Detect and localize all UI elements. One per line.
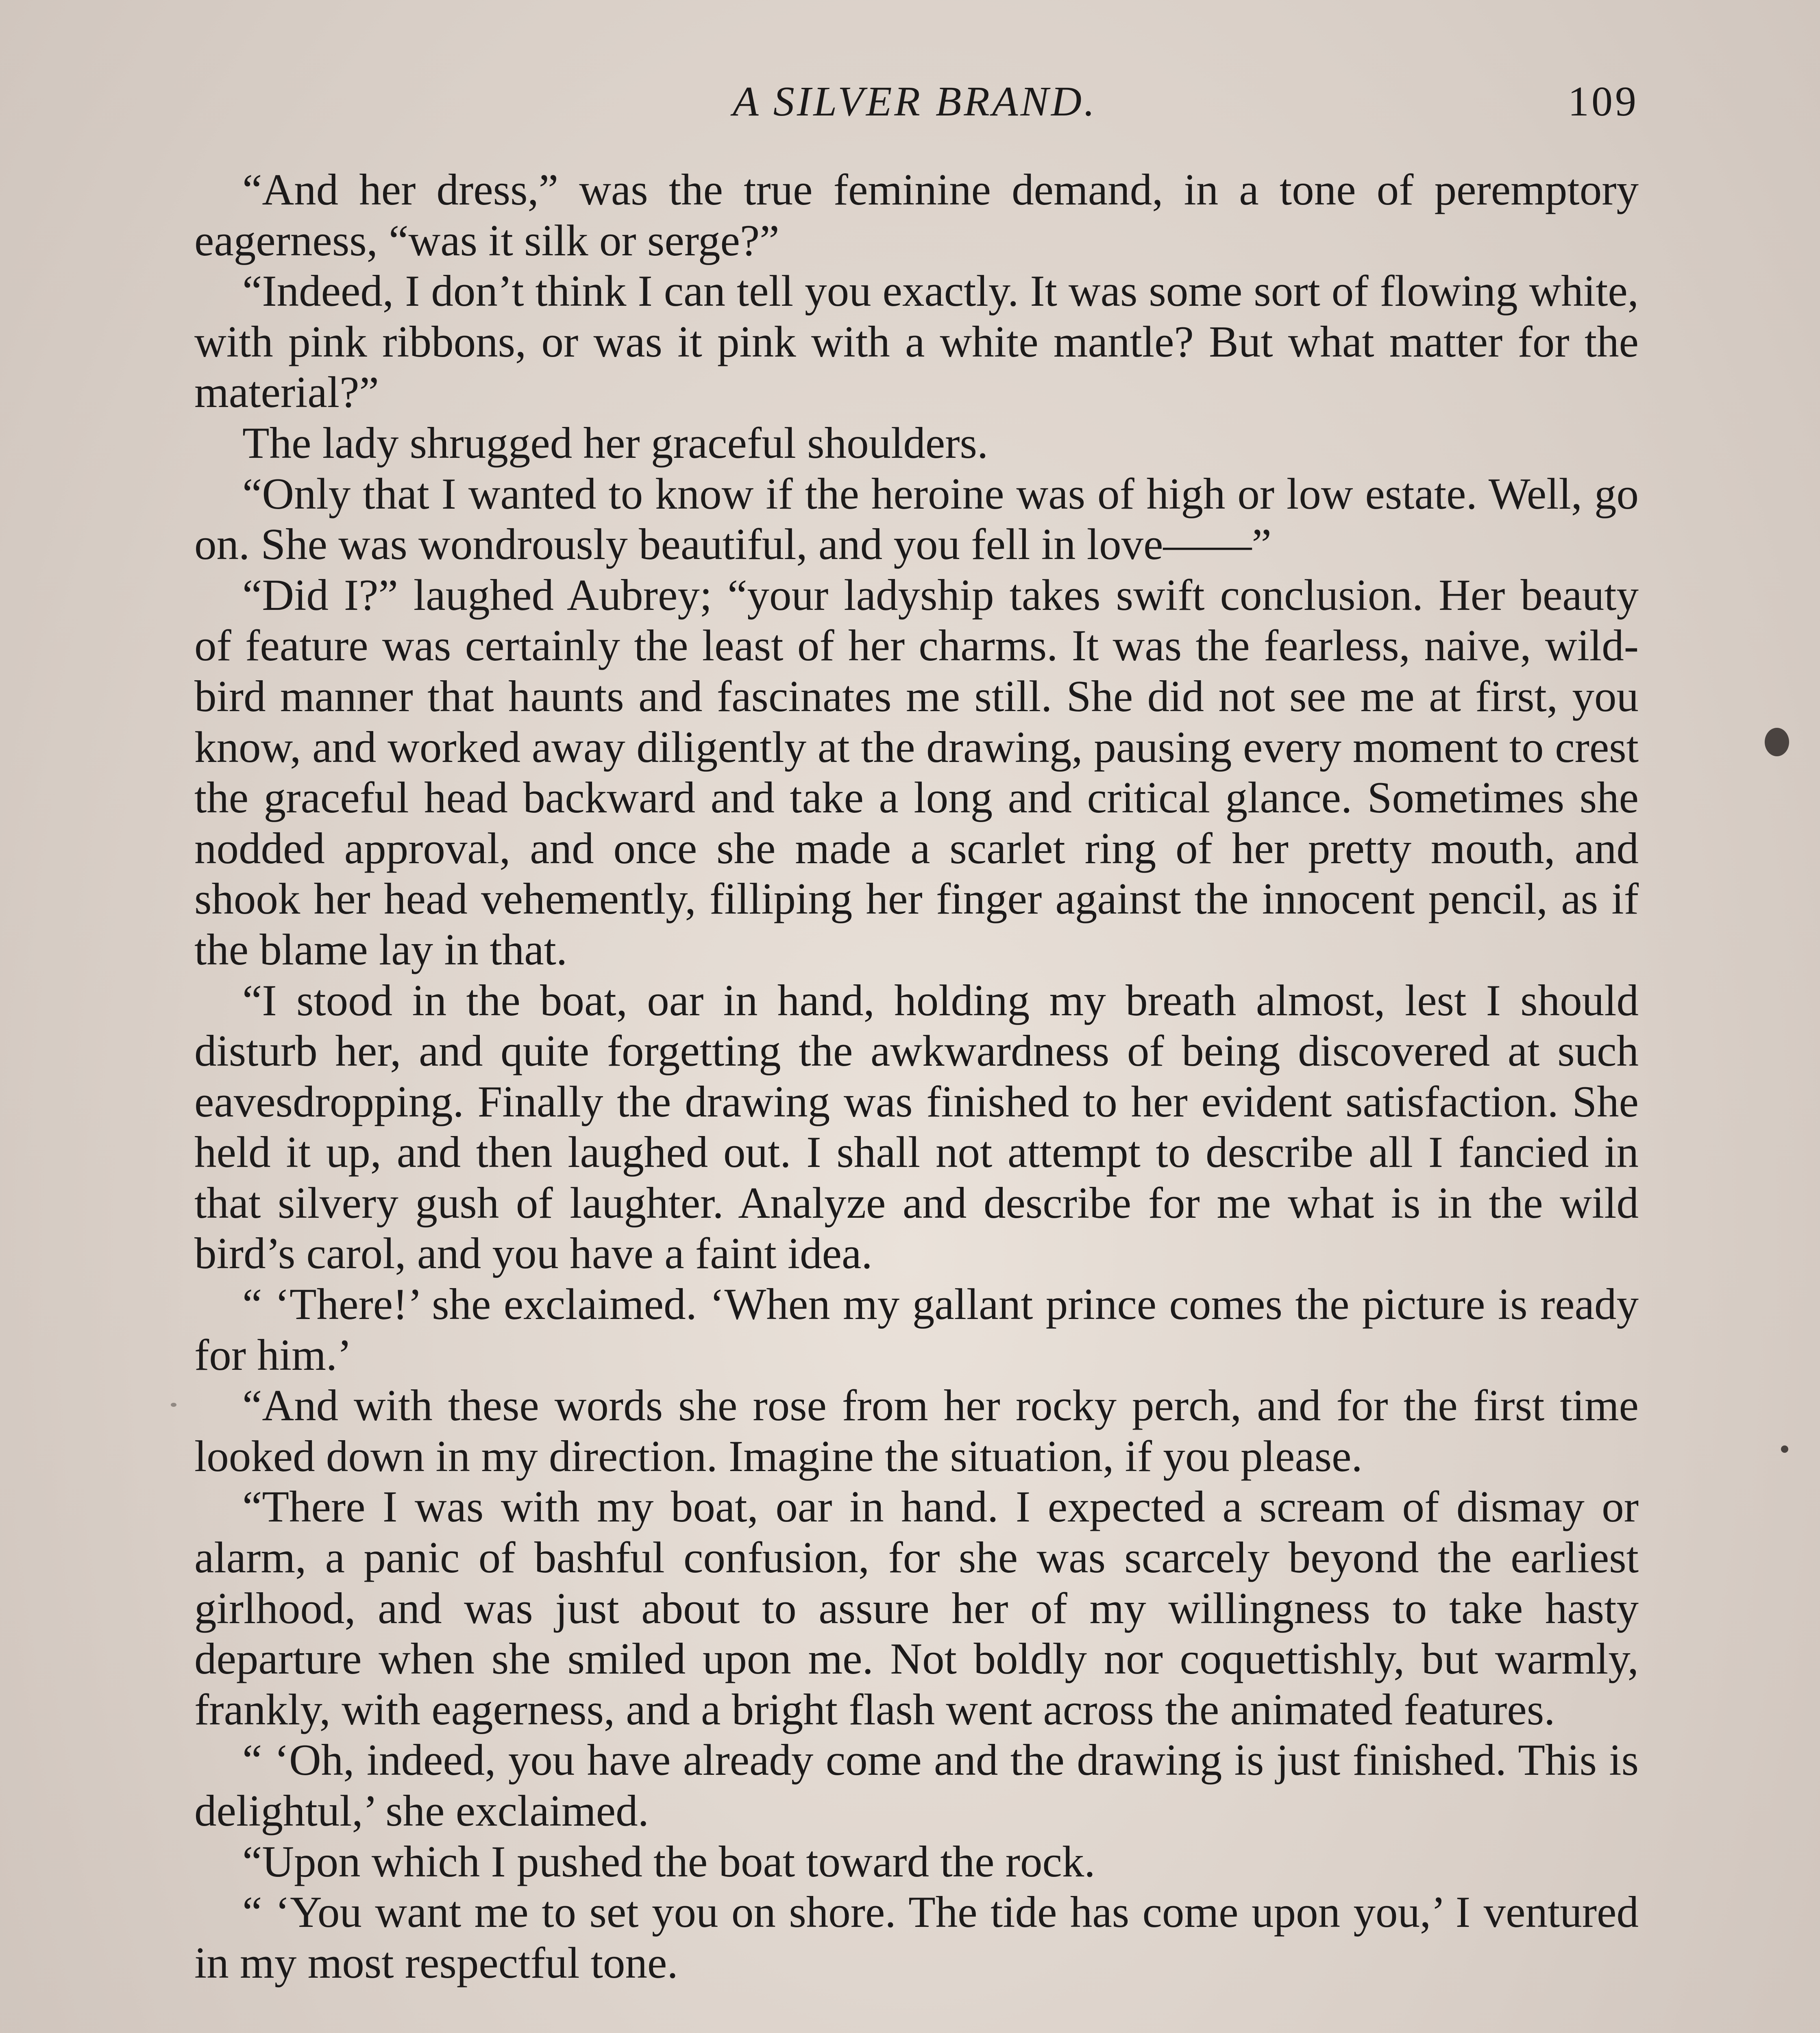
body-text bbox=[194, 165, 1639, 1988]
paragraph: “Upon which I pushed the boat toward the rock. bbox=[242, 1837, 1095, 1886]
paragraph: “And with these words she rose from her rocky perch, and for the first time looked down in my direction. Imagine the situation, if you please. bbox=[194, 1381, 1639, 1481]
paper-speck bbox=[1781, 1445, 1788, 1453]
paragraph: The lady shrugged her graceful shoulders. bbox=[242, 418, 988, 468]
page-number: 109 bbox=[1568, 78, 1639, 125]
paragraph: “Only that I wanted to know if the heroine was of high or low estate. Well, go on. She was wondrously beautiful, and you fell in love——” bbox=[194, 469, 1639, 569]
paragraph: “And her dress,” was the true feminine demand, in a tone of peremptory eagerness, “was it silk or serge?” bbox=[194, 165, 1639, 265]
paragraph: “Indeed, I don’t think I can tell you exactly. It was some sort of flowing white, with pink ribbons, or was it pink with a white mantle? But what matter for the material?” bbox=[194, 266, 1639, 417]
paper-speck bbox=[1765, 728, 1789, 756]
paper-speck bbox=[171, 1403, 176, 1407]
paragraph: “Did I?” laughed Aubrey; “your ladyship takes swift conclusion. Her beauty of feature was certainly the least of her charms. It was the fearless, naive, wild-bird manner that haunts and fascinates me still. She did not see me at first, you know, and worked away diligently at the drawing, pausing every moment to crest the graceful head backward and take a long and critical glance. Sometimes she nodded approval, and once she made a scarlet ring of her pretty mouth, and shook her head vehemently, filliping her finger against the innocent pencil, as if the blame lay in that. bbox=[194, 570, 1639, 974]
running-head bbox=[191, 77, 1639, 142]
paragraph: “I stood in the boat, oar in hand, holding my breath almost, lest I should disturb her, and quite forgetting the awkwardness of being discovered at such eavesdropping. Finally the drawing was finished to her evident satisfaction. She held it up, and then laughed out. I shall not attempt to describe all I fancied in that silvery gush of laughter. Analyze and describe for me what is in the wild bird’s carol, and you have a faint idea. bbox=[194, 975, 1639, 1278]
paragraph: “ ‘You want me to set you on shore. The tide has come upon you,’ I ventured in my most respectful tone. bbox=[194, 1887, 1639, 1987]
running-title: A SILVER BRAND. bbox=[733, 78, 1097, 125]
paragraph: “ ‘Oh, indeed, you have already come and the drawing is just finished. This is delightul,’ she exclaimed. bbox=[194, 1735, 1639, 1835]
paragraph: “There I was with my boat, oar in hand. I expected a scream of dismay or alarm, a panic of bashful confusion, for she was scarcely beyond the earliest girlhood, and was just about to assure her of my willingness to take hasty departure when she smiled upon me. Not boldly nor coquettishly, but warmly, frankly, with eagerness, and a bright flash went across the animated features. bbox=[194, 1482, 1639, 1734]
paragraph: “ ‘There!’ she exclaimed. ‘When my gallant prince comes the picture is ready for him.’ bbox=[194, 1280, 1639, 1380]
